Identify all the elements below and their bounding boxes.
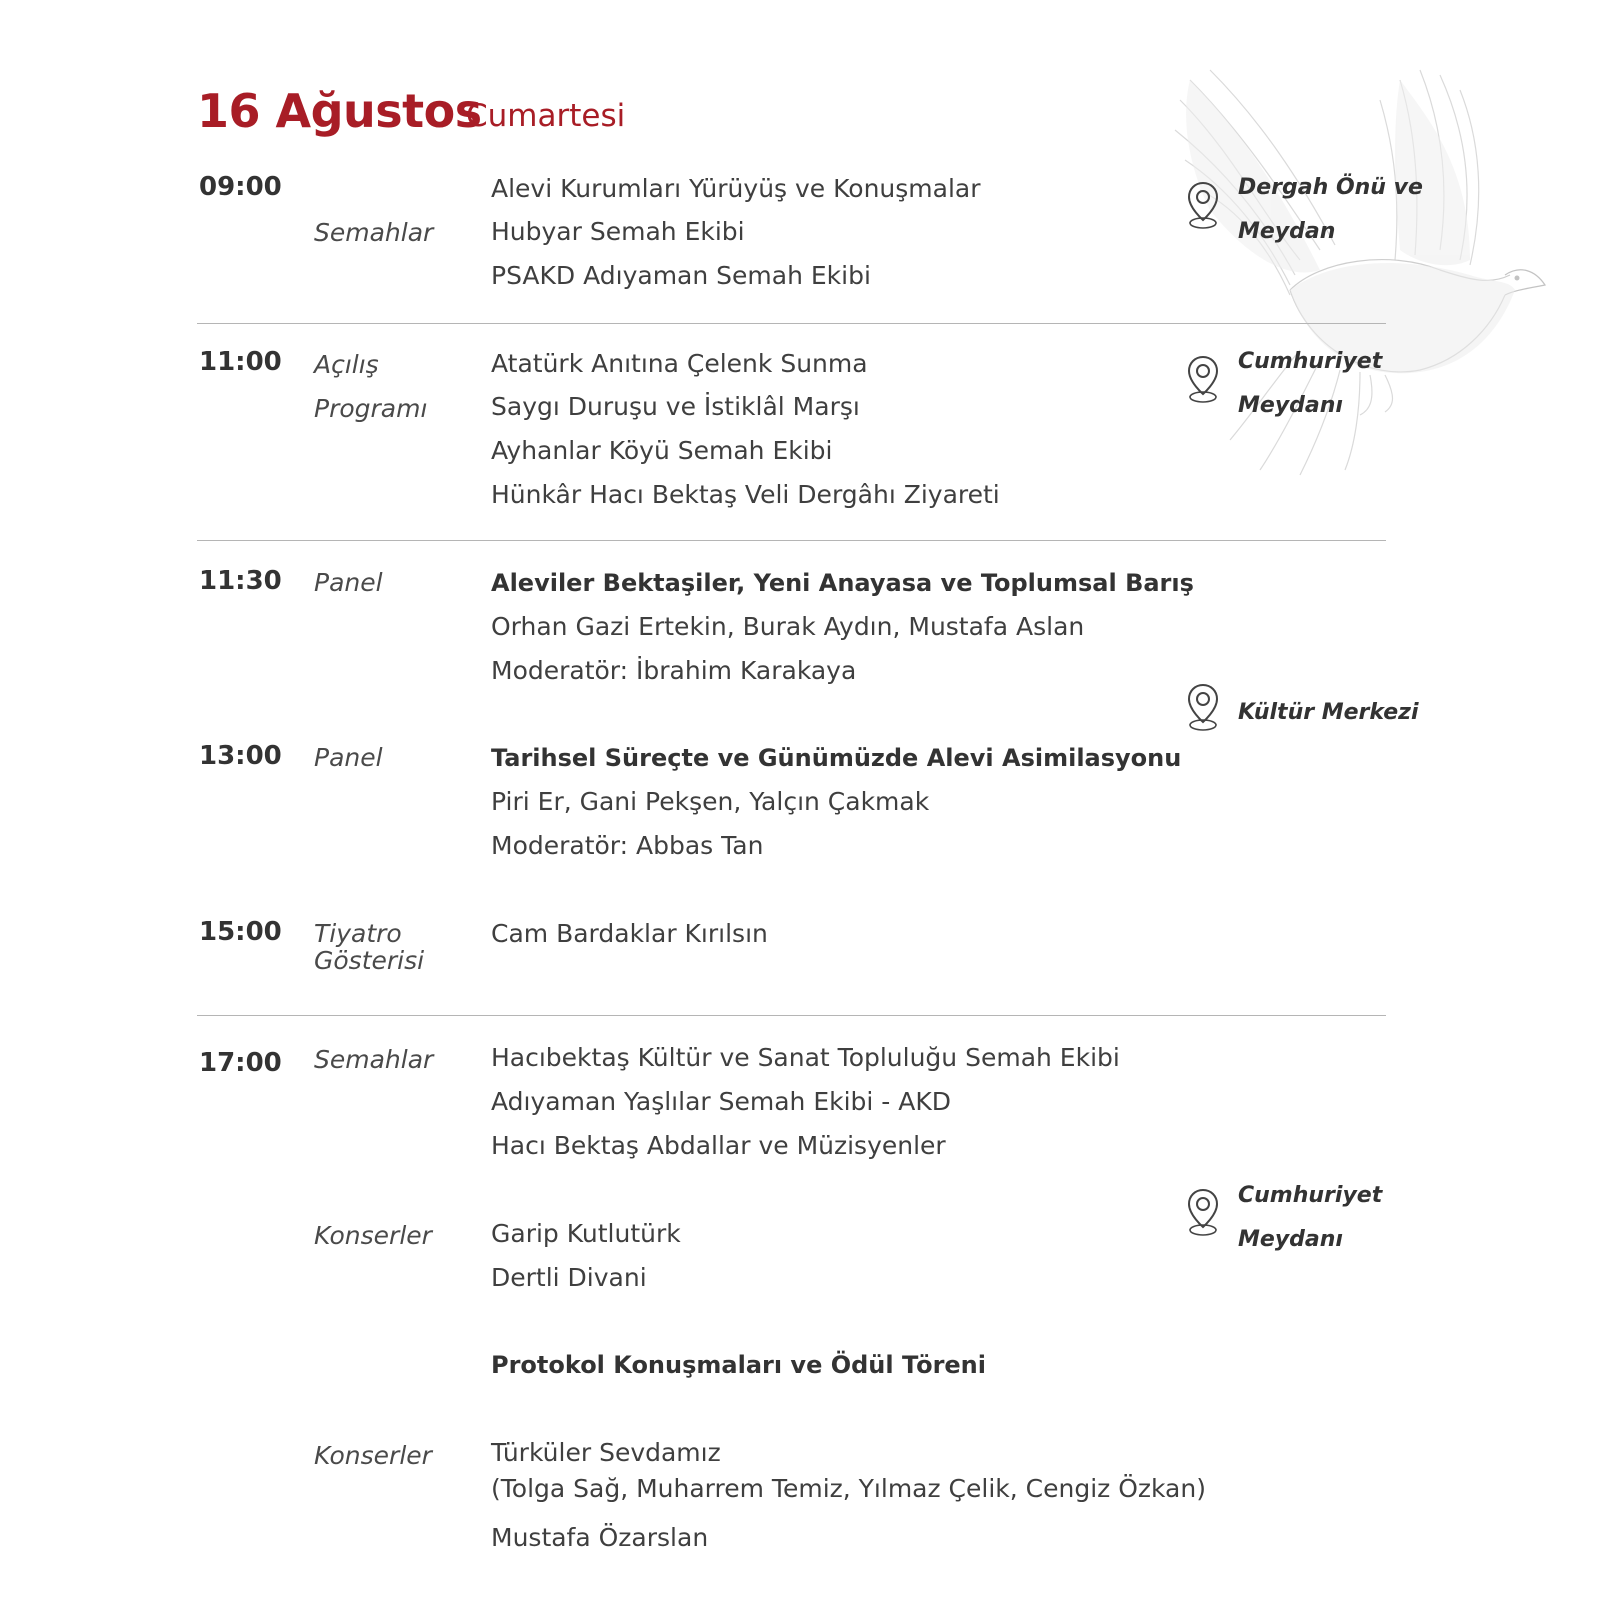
schedule-item: Dertli Divani — [491, 1263, 647, 1292]
map-pin-icon — [1186, 354, 1220, 406]
ceremony-title: Protokol Konuşmaları ve Ödül Töreni — [491, 1351, 986, 1379]
page-title-day: 16 Ağustos — [197, 84, 482, 138]
category-label: Panel — [314, 568, 383, 597]
category-label: Açılış — [314, 350, 379, 379]
category-label: Tiyatro — [314, 919, 402, 948]
location-label: Kültür Merkezi — [1238, 700, 1419, 725]
schedule-item: Ayhanlar Köyü Semah Ekibi — [491, 436, 833, 465]
time-label: 09:00 — [199, 172, 282, 202]
time-label: 15:00 — [199, 917, 282, 947]
schedule-item: Hacı Bektaş Abdallar ve Müzisyenler — [491, 1131, 946, 1160]
schedule-item: Adıyaman Yaşlılar Semah Ekibi - AKD — [491, 1087, 952, 1116]
schedule-item: (Tolga Sağ, Muharrem Temiz, Yılmaz Çelik, Cengiz Özkan) — [491, 1474, 1206, 1503]
schedule-item: Cam Bardaklar Kırılsın — [491, 919, 768, 948]
schedule-item: Hubyar Semah Ekibi — [491, 217, 745, 246]
time-label: 17:00 — [199, 1048, 282, 1078]
location-label: Cumhuriyet — [1238, 1183, 1383, 1208]
category-label: Gösterisi — [314, 946, 425, 975]
dove-illustration — [1170, 60, 1560, 490]
location-label: Cumhuriyet — [1238, 349, 1383, 374]
schedule-item: Moderatör: Abbas Tan — [491, 831, 764, 860]
panel-title: Aleviler Bektaşiler, Yeni Anayasa ve Toplumsal Barış — [491, 569, 1194, 597]
schedule-item: Alevi Kurumları Yürüyüş ve Konuşmalar — [491, 174, 981, 203]
section-divider — [197, 323, 1386, 324]
panel-title: Tarihsel Süreçte ve Günümüzde Alevi Asimilasyonu — [491, 744, 1182, 772]
schedule-item: Atatürk Anıtına Çelenk Sunma — [491, 349, 868, 378]
location-label: Meydan — [1238, 219, 1336, 244]
section-divider — [197, 540, 1386, 541]
map-pin-icon — [1186, 1187, 1220, 1239]
schedule-item: Garip Kutlutürk — [491, 1219, 681, 1248]
category-label: Programı — [314, 394, 428, 423]
schedule-item: Piri Er, Gani Pekşen, Yalçın Çakmak — [491, 787, 930, 816]
schedule-item: Mustafa Özarslan — [491, 1523, 709, 1552]
time-label: 11:30 — [199, 566, 282, 596]
schedule-item: Hacıbektaş Kültür ve Sanat Topluluğu Semah Ekibi — [491, 1043, 1120, 1072]
category-label: Konserler — [314, 1441, 432, 1470]
time-label: 11:00 — [199, 347, 282, 377]
schedule-item: Moderatör: İbrahim Karakaya — [491, 656, 857, 685]
page-title-weekday: Cumartesi — [466, 98, 626, 134]
location-label: Meydanı — [1238, 1227, 1343, 1252]
category-label: Panel — [314, 743, 383, 772]
location-label: Dergah Önü ve — [1238, 175, 1423, 200]
schedule-item: Orhan Gazi Ertekin, Burak Aydın, Mustafa Aslan — [491, 612, 1085, 641]
time-label: 13:00 — [199, 741, 282, 771]
schedule-item: Türküler Sevdamız — [491, 1438, 721, 1467]
category-label: Semahlar — [314, 218, 434, 247]
schedule-item: Hünkâr Hacı Bektaş Veli Dergâhı Ziyareti — [491, 480, 1000, 509]
category-label: Semahlar — [314, 1045, 434, 1074]
map-pin-icon — [1186, 180, 1220, 232]
location-label: Meydanı — [1238, 393, 1343, 418]
category-label: Konserler — [314, 1221, 432, 1250]
schedule-item: Saygı Duruşu ve İstiklâl Marşı — [491, 392, 860, 421]
section-divider — [197, 1015, 1386, 1016]
map-pin-icon — [1186, 682, 1220, 734]
schedule-item: PSAKD Adıyaman Semah Ekibi — [491, 261, 871, 290]
